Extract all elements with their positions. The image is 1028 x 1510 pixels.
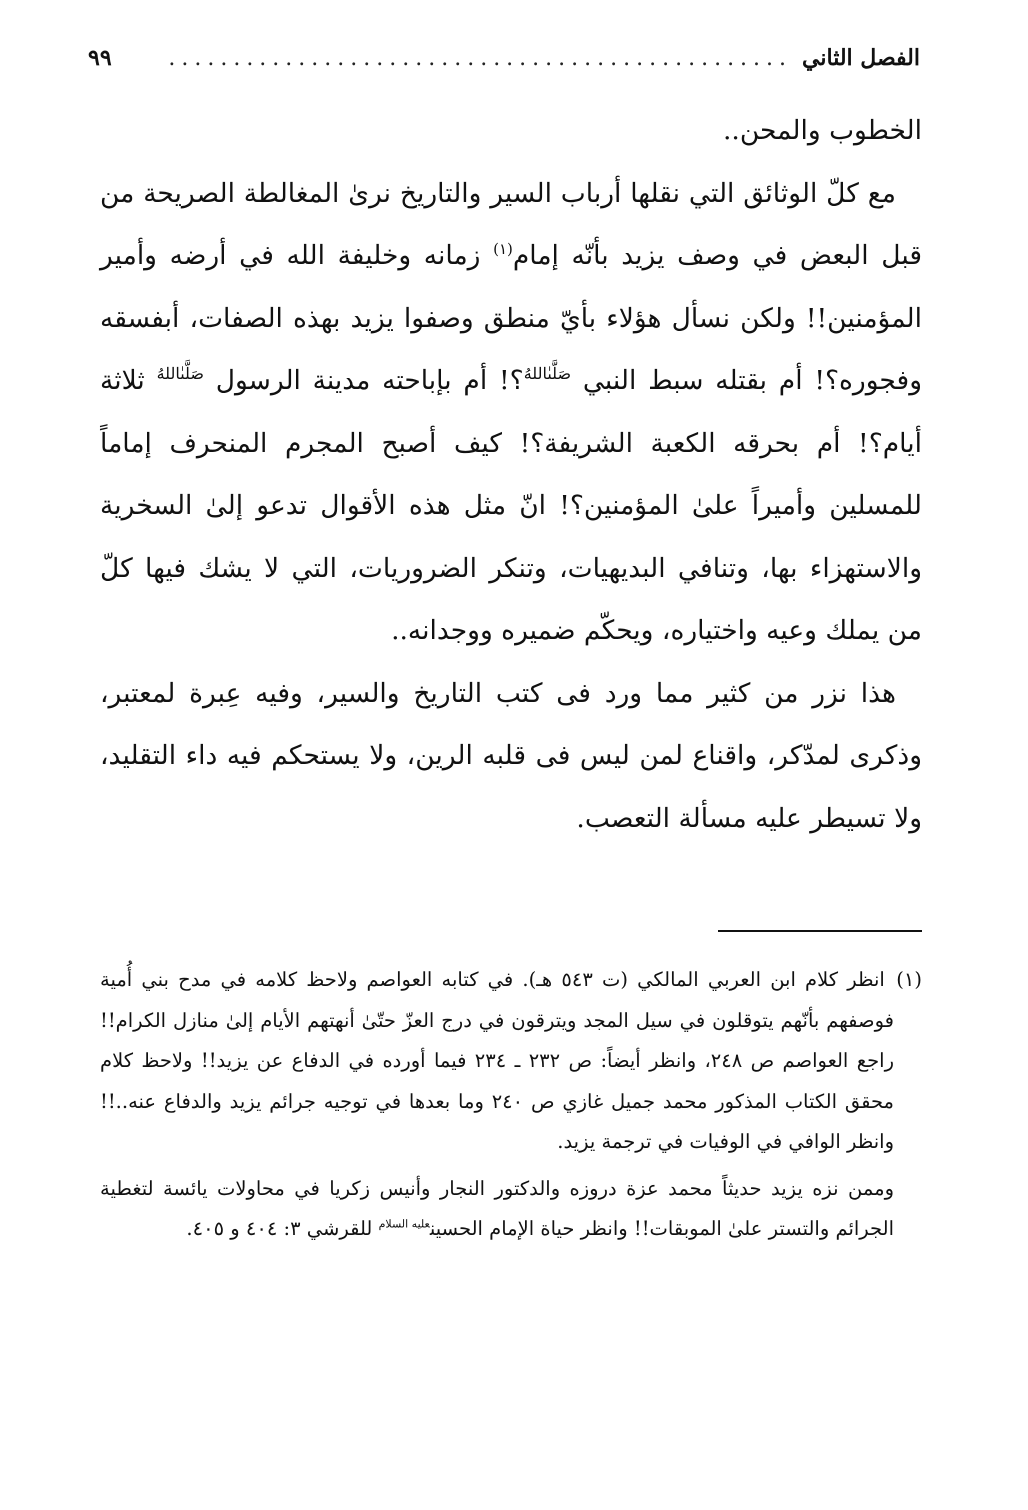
paragraph-2-part-c: ؟! أم بإباحته مدينة الرسول: [203, 365, 524, 396]
paragraph-2-part-b: زمانه وخليفة الله في أرضه وأمير المؤمنين!! ولكن نسأل هؤلاء بأيّ منطق وصفوا يزيد بهذه الصفات، أبفسقه وفجوره؟! أم بقتله سبط النبي: [100, 240, 922, 396]
footnote-1: [100, 960, 922, 1163]
salawat-honorific-2: صَلَّىٰاللهُ: [156, 364, 204, 384]
footnote-divider: [718, 930, 922, 932]
main-text: [100, 100, 922, 850]
footnote-1-text: انظر كلام ابن العربي المالكي (ت ٥٤٣ هـ). في كتابه العواصم ولاحظ كلامه في مدح بني أُمية فوصفهم بأنّهم يتوقلون في سيل المجد ويترقون في درج العزّ حتّىٰ أنهتهم الأيام إلىٰ منازل الكرام!! راجع العواصم ص ٢٤٨، وانظر أيضاً: ص ٢٣٢ ـ ٢٣٤ فيما أورده في الدفاع عن يزيد!! ولاحظ كلام محقق الكتاب المذكور محمد جميل غازي ص ٢٤٠ وما بعدها في توجيه جرائم يزيد والدفاع عنه..!!وانظر الوافي في الوفيات في ترجمة يزيد.: [100, 968, 895, 1153]
footnote-1-number: (١): [896, 968, 922, 991]
chapter-title: الفصل الثاني: [802, 45, 920, 71]
footnote-1-continuation: [100, 1169, 922, 1250]
paragraph-2-part-a: مع كلّ الوثائق التي نقلها أرباب السير والتاريخ نرىٰ المغالطة الصريحة من قبل البعض في وصف يزيد بأنّه إمام: [100, 177, 922, 271]
page-number: ٩٩: [88, 45, 112, 71]
footnotes: [100, 960, 922, 1250]
footnote-2-part-b: للقرشي ٣: ٤٠٤ و ٤٠٥.: [186, 1217, 379, 1240]
salam-honorific: عليه السلام: [378, 1217, 430, 1231]
running-header: [88, 40, 920, 76]
salawat-honorific-1: صَلَّىٰاللهُ: [523, 364, 572, 384]
paragraph-1: الخطوب والمحن..: [722, 115, 922, 146]
paragraph-3: هذا نزر من كثير مما ورد فى كتب التاريخ والسير، وفيه عِبرة لمعتبر، وذكرى لمدّكر، واقناع لمن ليس فى قلبه الرين، ولا يستحكم فيه داء التقليد، ولا تسيطر عليه مسألة التعصب.: [100, 677, 922, 834]
paragraph-2-part-d: ثلاثة أيام؟! أم بحرقه الكعبة الشريفة؟! كيف أصبح المجرم المنحرف إماماً للمسلين وأميراً علىٰ المؤمنين؟! انّ مثل هذه الأقوال تدعو إلىٰ السخرية والاستهزاء بها، وتنافي البديهيات، وتنكر الضروريات، التي لا يشك فيها كلّ من يملك وعيه واختياره، ويحكّم ضميره ووجدانه..: [100, 365, 922, 646]
footnote-reference-1[interactable]: (١): [493, 240, 513, 259]
paragraph-2: [100, 163, 922, 663]
leader-dots: ................................................: [168, 45, 793, 71]
footnote-2-part-a: وممن نزه يزيد حديثاً محمد عزة دروزه والدكتور النجار وأنيس زكريا في محاولات يائسة لتغطية الجرائم والتستر علىٰ الموبقات!! وانظر حياة الإمام الحسين: [100, 1176, 894, 1240]
